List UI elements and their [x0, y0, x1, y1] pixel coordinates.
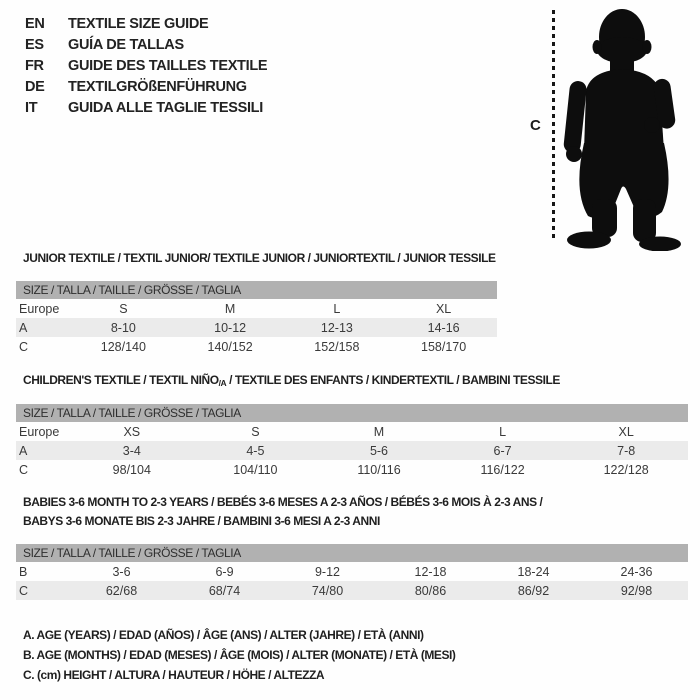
language-row-en — [25, 13, 267, 34]
row-label: A — [19, 320, 28, 335]
table-cell: XL — [435, 301, 452, 316]
height-measure-dashed-line — [552, 10, 555, 242]
note-age-months: B. AGE (MONTHS) / EDAD (MESES) / ÂGE (MOIS) / ALTER (MONATE) / ETÀ (MESI) — [23, 648, 456, 662]
row-label: C — [19, 462, 29, 477]
table-row-europe — [16, 299, 497, 318]
table-cell: 152/158 — [314, 339, 360, 354]
language-code: IT — [25, 99, 38, 116]
language-row-fr — [25, 55, 267, 76]
table-cell: 98/104 — [112, 462, 151, 477]
table-cell: 140/152 — [207, 339, 253, 354]
row-label: Europe — [19, 424, 60, 439]
table-cell: 3-6 — [112, 564, 131, 579]
table-cell: M — [224, 301, 236, 316]
table-cell: XS — [123, 424, 141, 439]
language-row-it — [25, 97, 267, 118]
table-row-a — [16, 318, 497, 337]
table-row-c — [16, 337, 497, 356]
table-rows — [16, 422, 688, 479]
language-title: TEXTILGRÖßENFÜHRUNG — [68, 78, 247, 95]
table-cell: 116/122 — [480, 462, 525, 477]
table-cell: S — [251, 424, 260, 439]
language-code: EN — [25, 15, 45, 32]
table-row-c — [16, 460, 688, 479]
table-cell: 12-13 — [320, 320, 353, 335]
babies-table-title — [23, 493, 542, 531]
language-code: DE — [25, 78, 45, 95]
table-cell: 110/116 — [357, 462, 401, 477]
measurement-notes — [23, 625, 455, 685]
table-cell: 86/92 — [517, 583, 550, 598]
table-cell: L — [333, 301, 341, 316]
language-title: TEXTILE SIZE GUIDE — [68, 15, 209, 32]
table-row-a — [16, 441, 688, 460]
table-cell: 9-12 — [314, 564, 341, 579]
table-cell: M — [373, 424, 385, 439]
babies-title-line-2: BABYS 3-6 MONATE BIS 2-3 JAHRE / BAMBINI 3-6 MESI A 2-3 ANNI — [23, 514, 380, 528]
junior-size-table — [16, 281, 497, 356]
table-cell: 6-9 — [215, 564, 234, 579]
language-code: FR — [25, 57, 44, 74]
language-row-de — [25, 76, 267, 97]
table-cell: L — [499, 424, 507, 439]
table-cell: 8-10 — [110, 320, 136, 335]
language-code: ES — [25, 36, 44, 53]
childrens-size-table — [16, 404, 688, 479]
size-header-bar: SIZE / TALLA / TAILLE / GRÖSSE / TAGLIA — [16, 544, 688, 562]
table-cell: 24-36 — [620, 564, 653, 579]
height-measure-label: C — [530, 117, 541, 134]
table-cell: S — [119, 301, 128, 316]
junior-table-title: JUNIOR TEXTILE / TEXTIL JUNIOR/ TEXTILE JUNIOR / JUNIORTEXTIL / JUNIOR TESSILE — [23, 251, 496, 265]
table-cell: 80/86 — [414, 583, 447, 598]
table-cell: 104/110 — [233, 462, 278, 477]
baby-silhouette-shapes — [563, 9, 681, 251]
row-label: A — [19, 443, 28, 458]
table-cell: 92/98 — [620, 583, 653, 598]
table-cell: 122/128 — [603, 462, 649, 477]
table-cell: 68/74 — [208, 583, 241, 598]
note-height-cm: C. (cm) HEIGHT / ALTURA / HAUTEUR / HÖHE / ALTEZZA — [23, 668, 325, 682]
language-title: GUIDA ALLE TAGLIE TESSILI — [68, 99, 263, 116]
table-cell: 5-6 — [369, 443, 389, 458]
table-rows — [16, 299, 497, 356]
childrens-table-title: CHILDREN'S TEXTILE / TEXTIL $NIÑO_{/A}$ / TEXTILE DES ENFANTS / KINDERTEXTIL / BAMBINI TESSILE — [23, 373, 560, 388]
table-row-c — [16, 581, 688, 600]
language-title: GUIDE DES TAILLES TEXTILE — [68, 57, 268, 74]
table-cell: 62/68 — [105, 583, 138, 598]
table-cell: 6-7 — [493, 443, 512, 458]
table-cell: 7-8 — [617, 443, 636, 458]
babies-title-line-1: BABIES 3-6 MONTH TO 2-3 YEARS / BEBÉS 3-6 MESES A 2-3 AÑOS / BÉBÉS 3-6 MOIS À 2-3 ANS / — [23, 495, 543, 509]
table-cell: 4-5 — [246, 443, 265, 458]
note-age-years: A. AGE (YEARS) / EDAD (AÑOS) / ÂGE (ANS) / ALTER (JAHRE) / ETÀ (ANNI) — [23, 628, 424, 642]
row-label: C — [19, 583, 29, 598]
table-cell: XL — [618, 424, 634, 439]
size-header-bar: SIZE / TALLA / TAILLE / GRÖSSE / TAGLIA — [16, 281, 497, 299]
title-subscript: /A — [218, 378, 227, 388]
row-label: C — [19, 339, 29, 354]
row-label: Europe — [19, 301, 60, 316]
size-header-bar: SIZE / TALLA / TAILLE / GRÖSSE / TAGLIA — [16, 404, 688, 422]
table-cell: 3-4 — [122, 443, 141, 458]
baby-figure-area — [528, 5, 698, 251]
row-label: B — [19, 564, 28, 579]
language-row-es — [25, 34, 267, 55]
table-row-b — [16, 562, 688, 581]
babies-size-table — [16, 544, 688, 600]
table-cell: 12-18 — [414, 564, 447, 579]
baby-silhouette-icon — [560, 5, 694, 251]
table-cell: 18-24 — [517, 564, 550, 579]
table-cell: 14-16 — [427, 320, 460, 335]
language-list — [25, 13, 267, 118]
table-row-europe — [16, 422, 688, 441]
table-rows — [16, 562, 688, 600]
table-cell: 158/170 — [421, 339, 467, 354]
table-cell: 10-12 — [214, 320, 247, 335]
table-cell: 74/80 — [311, 583, 344, 598]
language-title: GUÍA DE TALLAS — [68, 36, 184, 53]
table-cell: 128/140 — [100, 339, 146, 354]
